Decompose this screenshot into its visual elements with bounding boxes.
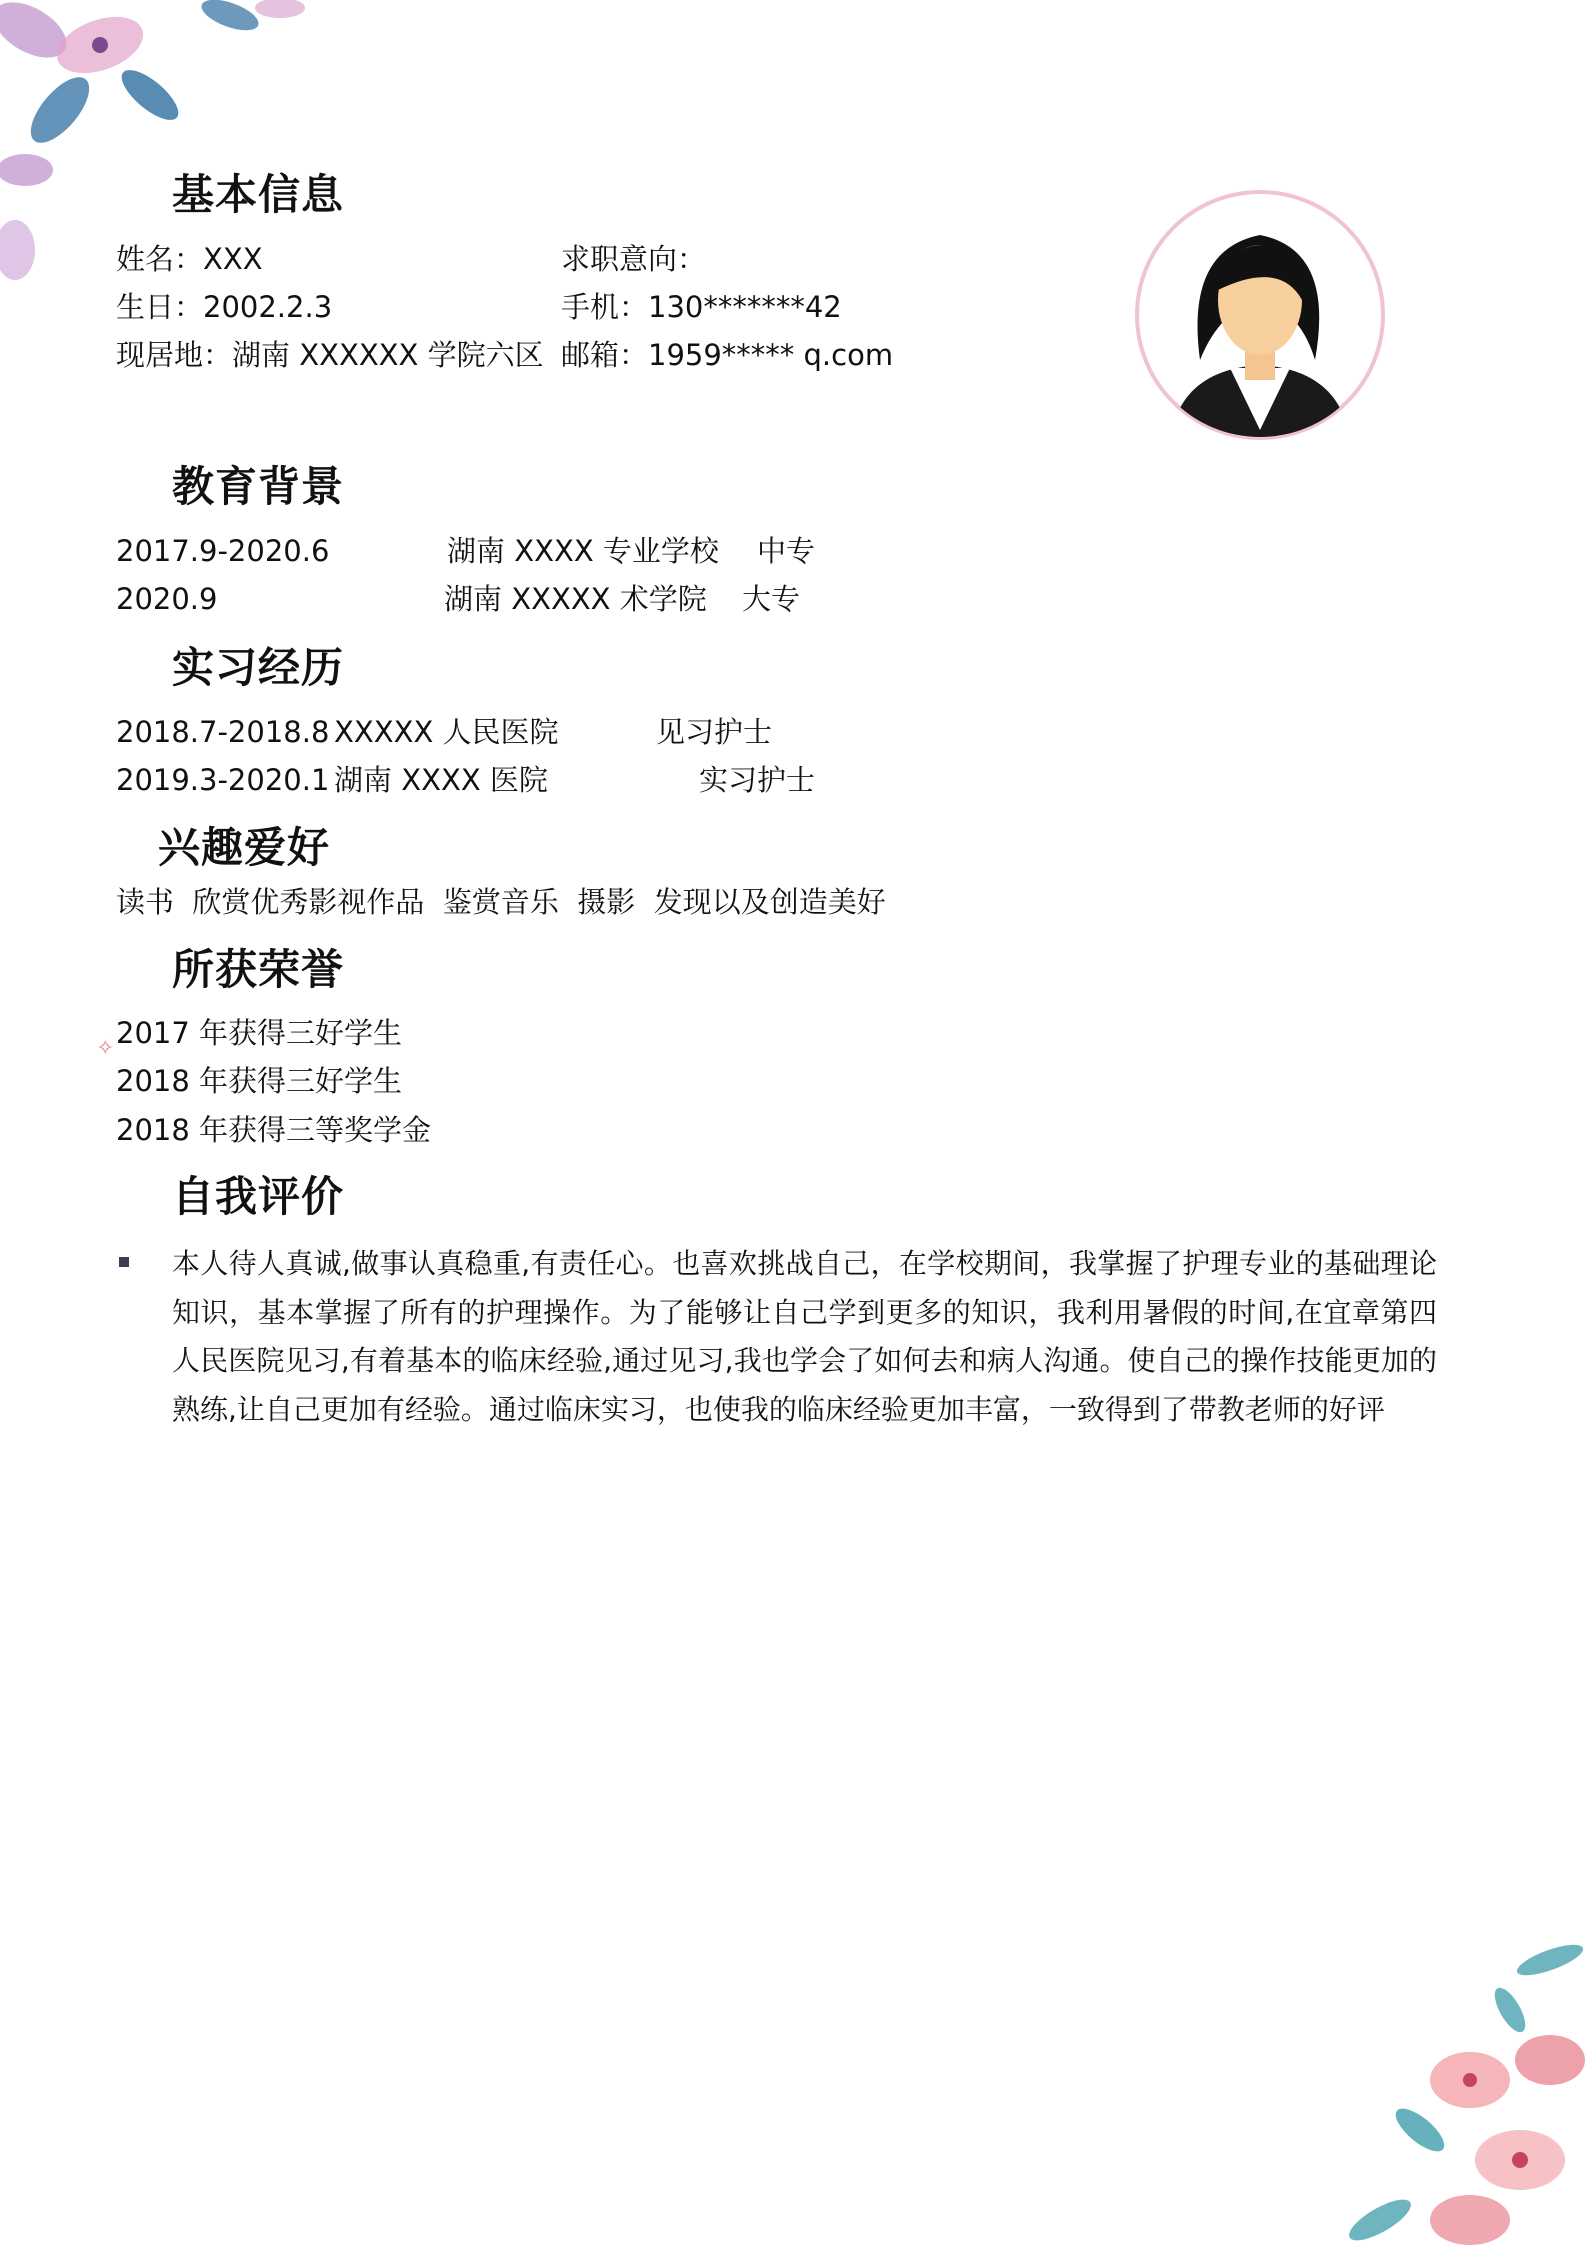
honor-item: 2017 年获得三好学生 — [116, 1016, 403, 1050]
education-period: 2020.9 — [116, 582, 218, 616]
birthday-field: 生日：2002.2.3 — [116, 290, 333, 324]
section-heading-hobbies: 兴趣爱好 — [158, 823, 331, 872]
honor-item: 2018 年获得三等奖学金 — [116, 1113, 432, 1147]
education-school: 湖南 XXXXX 术学院 — [444, 582, 707, 616]
education-period: 2017.9-2020.6 — [116, 534, 330, 568]
address-field: 现居地：湖南 XXXXXX 学院六区 — [116, 338, 544, 372]
internship-role: 实习护士 — [699, 763, 816, 797]
section-heading-internship: 实习经历 — [172, 643, 345, 692]
floral-decoration-bottom-right — [1320, 1930, 1587, 2245]
phone-field: 手机：130*******42 — [561, 290, 842, 324]
hobbies-text: 读书 欣赏优秀影视作品 鉴赏音乐 摄影 发现以及创造美好 — [116, 885, 886, 919]
internship-period: 2019.3-2020.1 — [116, 763, 330, 797]
job-intent-field: 求职意向： — [561, 242, 707, 276]
sparkle-icon: ✧ — [96, 1036, 115, 1061]
email-field: 邮箱：1959***** q.com — [561, 338, 894, 372]
avatar — [1130, 190, 1390, 440]
education-school: 湖南 XXXX 专业学校 — [447, 534, 719, 568]
internship-role: 见习护士 — [656, 715, 773, 749]
education-level: 大专 — [742, 582, 801, 616]
education-level: 中专 — [757, 534, 816, 568]
name-field: 姓名：XXX — [116, 242, 263, 276]
self-evaluation-text: 本人待人真诚,做事认真稳重,有责任心。也喜欢挑战自己，在学校期间，我掌握了护理专业的基础理论知识，基本掌握了所有的护理操作。为了能够让自己学到更多的知识，我利用暑假的时间,在宜章第四人民医院见习,有着基本的临床经验,通过见习,我也学会了如何去和病人沟通。使自己的操作技能更加的熟练,让自己更加有经验。通过临床实习，也使我的临床经验更加丰富，一致得到了带教老师的好评 — [172, 1247, 1437, 1426]
section-heading-education: 教育背景 — [172, 462, 345, 511]
internship-place: 湖南 XXXX 医院 — [334, 763, 548, 797]
section-heading-honors: 所获荣誉 — [172, 945, 345, 994]
honor-item: 2018 年获得三好学生 — [116, 1064, 403, 1098]
internship-place: XXXXX 人民医院 — [334, 715, 559, 749]
internship-period: 2018.7-2018.8 — [116, 715, 330, 749]
section-heading-self-evaluation: 自我评价 — [172, 1172, 345, 1221]
section-heading-basic-info: 基本信息 — [172, 170, 345, 219]
bullet-icon — [119, 1257, 129, 1267]
